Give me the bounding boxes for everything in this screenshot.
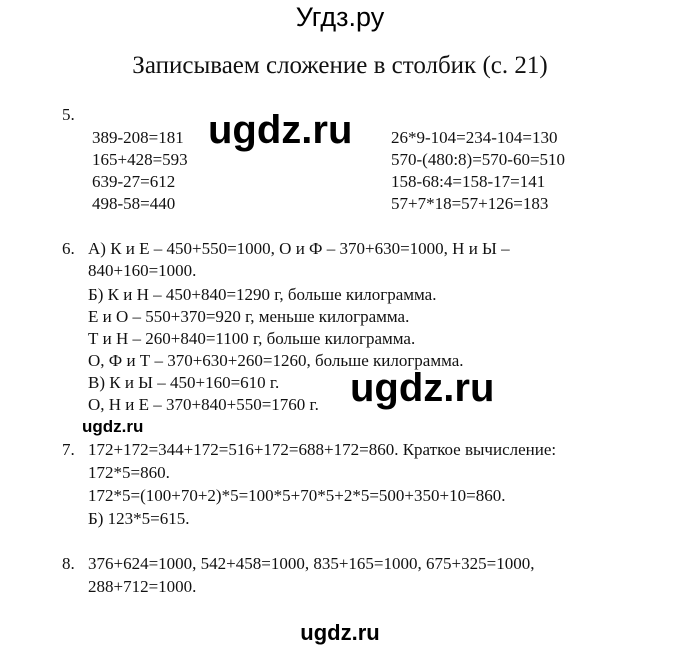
task-8-number: 8. xyxy=(62,554,75,573)
task-5-left-4: 498-58=440 xyxy=(92,194,176,213)
task-5-number: 5. xyxy=(62,105,75,124)
task-5-left-1: 389-208=181 xyxy=(92,128,184,147)
task-6-line-3: Б) К и Н – 450+840=1290 г, больше килограмма. xyxy=(88,285,437,304)
task-6-number: 6. xyxy=(62,239,75,258)
task-7-line-2: 172*5=860. xyxy=(88,463,170,482)
task-6-line-2: 840+160=1000. xyxy=(88,261,197,280)
watermark-small: ugdz.ru xyxy=(82,417,144,436)
task-6-line-7: В) К и Ы – 450+160=610 г. xyxy=(88,373,280,392)
task-7-line-1: 172+172=344+172=516+172=688+172=860. Краткое вычисление: xyxy=(88,440,557,459)
task-5-right-4: 57+7*18=57+126=183 xyxy=(391,194,549,213)
task-7-line-4: Б) 123*5=615. xyxy=(88,509,190,528)
task-6-line-5: Т и Н – 260+840=1100 г, больше килограмма. xyxy=(88,329,416,348)
task-5-right-1: 26*9-104=234-104=130 xyxy=(391,128,558,147)
page-title: Записываем сложение в столбик (с. 21) xyxy=(132,52,548,79)
task-8-line-1: 376+624=1000, 542+458=1000, 835+165=1000, 675+325=1000, xyxy=(88,554,535,573)
task-6-line-4: Е и О – 550+370=920 г, меньше килограмма. xyxy=(88,307,410,326)
task-8-line-2: 288+712=1000. xyxy=(88,577,197,596)
task-6-line-1: А) К и Е – 450+550=1000, О и Ф – 370+630=1000, Н и Ы – xyxy=(88,239,510,258)
watermark-large-1: ugdz.ru xyxy=(208,108,353,152)
watermark-large-2: ugdz.ru xyxy=(350,366,495,410)
site-header: Угдз.ру xyxy=(295,2,385,32)
task-7-line-3: 172*5=(100+70+2)*5=100*5+70*5+2*5=500+350+10=860. xyxy=(88,486,506,505)
task-5-right-3: 158-68:4=158-17=141 xyxy=(391,172,546,191)
task-7-number: 7. xyxy=(62,440,75,459)
task-5-left-2: 165+428=593 xyxy=(92,150,188,169)
task-5-left-3: 639-27=612 xyxy=(92,172,176,191)
task-6-line-8: О, Н и Е – 370+840+550=1760 г. xyxy=(88,395,319,414)
watermark-bottom: ugdz.ru xyxy=(300,620,380,645)
task-5-right-2: 570-(480:8)=570-60=510 xyxy=(391,150,566,169)
task-6-line-6: О, Ф и Т – 370+630+260=1260, больше килограмма. xyxy=(88,351,464,370)
